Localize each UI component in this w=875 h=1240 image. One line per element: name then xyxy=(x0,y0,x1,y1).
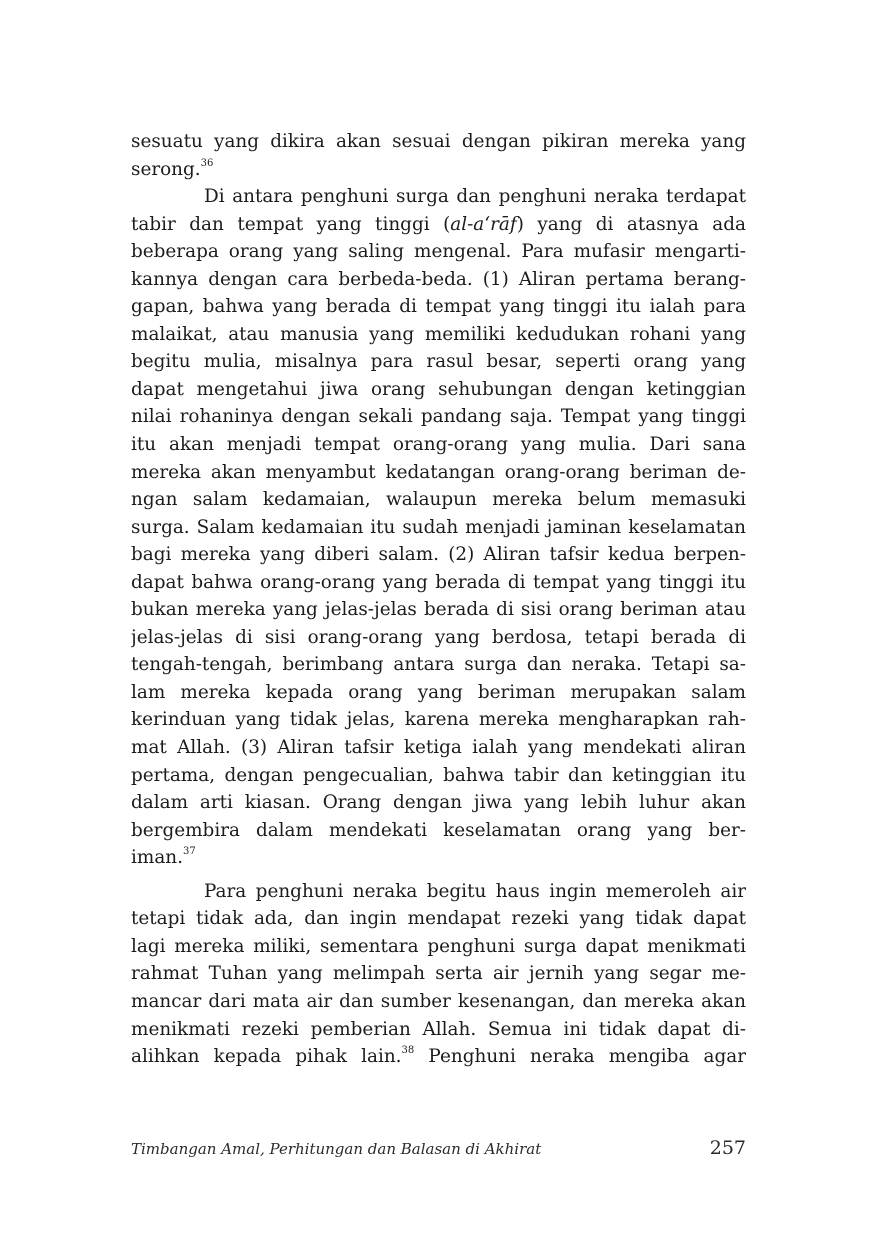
footnote-ref: 37 xyxy=(182,846,196,858)
text-line: menikmati rezeki pemberian Allah. Semua ini tidak dapat di- xyxy=(131,1018,746,1040)
text-line: tetapi tidak ada, dan ingin mendapat rezeki yang tidak dapat xyxy=(131,908,746,930)
text-line: mereka akan menyambut kedatangan orang-orang beriman de- xyxy=(131,461,746,483)
text-line: tengah-tengah, berimbang antara surga dan neraka. Tetapi sa- xyxy=(131,654,746,676)
footnote-ref: 38 xyxy=(401,1045,415,1057)
footnote-ref: 36 xyxy=(200,157,214,169)
text-line: bagi mereka yang diberi salam. (2) Aliran tafsir kedua berpen- xyxy=(131,544,746,566)
text-line: bukan mereka yang jelas-jelas berada di sisi orang beriman atau xyxy=(131,599,746,621)
text-line: nilai rohaninya dengan sekali pandang saja. Tempat yang tinggi xyxy=(131,406,746,428)
text-line: dapat bahwa orang-orang yang berada di tempat yang tinggi itu xyxy=(131,571,746,593)
text-line: Para penghuni neraka begitu haus ingin memeroleh air xyxy=(204,880,746,902)
text-line: iman.$^{37}$ xyxy=(131,846,196,869)
text-line: tabir dan tempat yang tinggi (al-a‘rāf) yang di atasnya ada xyxy=(131,213,746,235)
text-line: surga. Salam kedamaian itu sudah menjadi jaminan keselamatan xyxy=(131,516,746,538)
text-line: jelas-jelas di sisi orang-orang yang berdosa, tetapi berada di xyxy=(131,626,746,648)
text-line: lam mereka kepada orang yang beriman merupakan salam xyxy=(131,681,746,703)
body-text xyxy=(131,128,746,1071)
text-line: kerinduan yang tidak jelas, karena mereka mengharapkan rah- xyxy=(131,709,746,731)
text-line: malaikat, atau manusia yang memiliki kedudukan rohani yang xyxy=(131,323,746,345)
text-line: dalam arti kiasan. Orang dengan jiwa yang lebih luhur akan xyxy=(131,792,746,814)
text-line: dapat mengetahui jiwa orang sehubungan dengan ketinggian xyxy=(131,378,746,400)
text-line: rahmat Tuhan yang melimpah serta air jernih yang segar me- xyxy=(131,963,746,985)
text-line: lagi mereka miliki, sementara penghuni surga dapat menikmati xyxy=(131,935,746,957)
text-line: sesuatu yang dikira akan sesuai dengan pikiran mereka yang xyxy=(131,131,746,152)
page-footer xyxy=(131,1137,746,1163)
page-number: 257 xyxy=(709,1137,746,1159)
text-line: kannya dengan cara berbeda-beda. (1) Aliran pertama berang- xyxy=(131,268,746,290)
text-line: begitu mulia, misalnya para rasul besar, seperti orang yang xyxy=(131,351,746,373)
text-line: bergembira dalam mendekati keselamatan orang yang ber- xyxy=(131,819,746,841)
arabic-term: al-a‘rāf xyxy=(450,213,517,235)
text-line: gapan, bahwa yang berada di tempat yang tinggi itu ialah para xyxy=(131,296,746,318)
text-line: ngan salam kedamaian, walaupun mereka belum memasuki xyxy=(131,489,746,511)
text-line: Di antara penghuni surga dan penghuni neraka terdapat xyxy=(204,186,746,208)
text-line: mat Allah. (3) Aliran tafsir ketiga ialah yang mendekati aliran xyxy=(131,737,746,759)
text-line: beberapa orang yang saling mengenal. Para mufasir mengarti- xyxy=(131,241,746,263)
text-line: itu akan menjadi tempat orang-orang yang mulia. Dari sana xyxy=(131,434,746,456)
text-line: serong.$^{36}$ xyxy=(131,157,214,180)
text-line: mancar dari mata air dan sumber kesenangan, dan mereka akan xyxy=(131,990,746,1012)
text-line: alihkan kepada pihak lain.$^{38}$ Penghuni neraka mengiba agar xyxy=(131,1045,746,1068)
text-line: pertama, dengan pengecualian, bahwa tabir dan ketinggian itu xyxy=(131,764,746,786)
running-title: Timbangan Amal, Perhitungan dan Balasan di Akhirat xyxy=(131,1140,542,1158)
